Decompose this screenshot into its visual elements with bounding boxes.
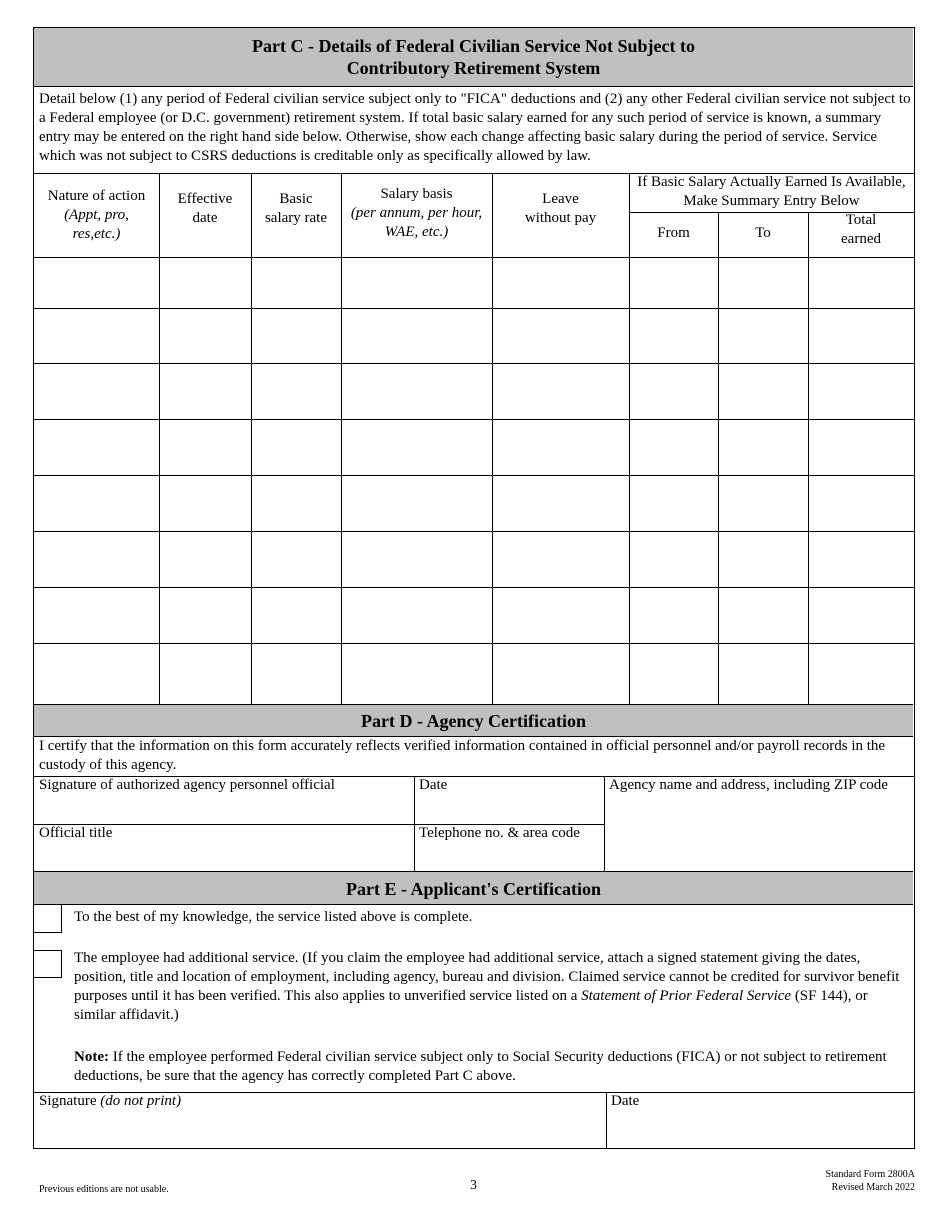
basic-salary-rate-cell[interactable] [252, 532, 340, 586]
telephone-label: Telephone no. & area code [419, 825, 580, 841]
nature-of-action-cell[interactable] [35, 588, 158, 642]
revised-date: Revised March 2022 [831, 1182, 915, 1193]
part-e-note [74, 1048, 904, 1086]
total-label: Total earned [841, 212, 881, 247]
total-earned-cell[interactable] [809, 420, 913, 474]
part-c-title-line2: Contributory Retirement System [346, 58, 601, 78]
col-effective-date [159, 190, 251, 228]
col-total-earned [808, 211, 914, 249]
from-cell[interactable] [630, 420, 717, 474]
salary-basis-cell[interactable] [342, 532, 491, 586]
basic-salary-rate-cell[interactable] [252, 588, 340, 642]
leave-without-pay-cell[interactable] [493, 532, 628, 586]
col-basic-salary-rate [251, 190, 341, 228]
basic-salary-rate-cell[interactable] [252, 258, 340, 307]
to-cell[interactable] [719, 476, 807, 530]
form-page [33, 27, 915, 1149]
total-earned-cell[interactable] [809, 644, 913, 702]
applicant-signature-field[interactable] [39, 1092, 599, 1147]
leave-without-pay-cell[interactable] [493, 309, 628, 362]
part-d-date-field[interactable] [419, 776, 599, 822]
previous-editions-note: Previous editions are not usable. [39, 1184, 169, 1195]
agency-address-field[interactable] [609, 776, 911, 870]
to-cell[interactable] [719, 364, 807, 418]
nature-label: Nature of action [47, 188, 146, 204]
page-number: 3 [470, 1178, 477, 1193]
official-title-field[interactable] [39, 824, 409, 870]
salary-basis-cell[interactable] [342, 258, 491, 307]
from-cell[interactable] [630, 309, 717, 362]
agency-address-label: Agency name and address, including ZIP code [609, 777, 888, 793]
applicant-signature-hint: (do not print) [100, 1093, 182, 1109]
leave-without-pay-cell[interactable] [493, 258, 628, 307]
nature-of-action-cell[interactable] [35, 644, 158, 702]
service-complete-checkbox[interactable] [34, 905, 62, 933]
note-label: Note: [74, 1049, 109, 1065]
basic-salary-rate-cell[interactable] [252, 420, 340, 474]
part-c-header [34, 28, 913, 87]
form-identifier [826, 1168, 915, 1194]
salary-basis-cell[interactable] [342, 476, 491, 530]
effective-date-cell[interactable] [160, 644, 250, 702]
additional-service-checkbox[interactable] [34, 950, 62, 978]
total-earned-cell[interactable] [809, 364, 913, 418]
to-cell[interactable] [719, 588, 807, 642]
part-d-header [34, 704, 913, 737]
total-earned-cell[interactable] [809, 476, 913, 530]
nature-of-action-cell[interactable] [35, 532, 158, 586]
from-cell[interactable] [630, 532, 717, 586]
col-summary-header [629, 173, 914, 211]
summary-header-text: If Basic Salary Actually Earned Is Available, Make Summary Entry Below [637, 174, 906, 209]
basic-salary-rate-cell[interactable] [252, 364, 340, 418]
col-from: From [657, 225, 690, 241]
effective-date-cell[interactable] [160, 476, 250, 530]
from-cell[interactable] [630, 644, 717, 702]
telephone-field[interactable] [419, 824, 599, 870]
total-earned-cell[interactable] [809, 258, 913, 307]
leave-without-pay-cell[interactable] [493, 588, 628, 642]
col-leave-without-pay [492, 190, 629, 228]
additional-service-text [74, 949, 904, 1025]
effective-date-cell[interactable] [160, 364, 250, 418]
applicant-signature-label: Signature [39, 1093, 97, 1109]
total-earned-cell[interactable] [809, 309, 913, 362]
nature-of-action-cell[interactable] [35, 420, 158, 474]
total-earned-cell[interactable] [809, 588, 913, 642]
from-cell[interactable] [630, 258, 717, 307]
effective-date-cell[interactable] [160, 532, 250, 586]
basic-salary-rate-cell[interactable] [252, 644, 340, 702]
additional-service-text-a: The employee had additional service. (If you claim the employee had additional service, attach a signed statement giving the dates, position, title and location of employment, including agency, bureau and division. Claimed service cannot be credited for survivor benefit purposes until it has been verified. This also applies to unverified service listed on a [74, 950, 900, 1004]
service-complete-text: To the best of my knowledge, the service listed above is complete. [74, 909, 473, 925]
note-text: If the employee performed Federal civilian service subject only to Social Security deductions (FICA) or not subject to retirement deductions, be sure that the agency has correctly completed Part C above. [74, 1049, 887, 1084]
from-cell[interactable] [630, 476, 717, 530]
basic-salary-rate-cell[interactable] [252, 309, 340, 362]
effective-date-cell[interactable] [160, 420, 250, 474]
effective-label: Effective date [177, 191, 233, 226]
part-c-instructions: Detail below (1) any period of Federal civilian service subject only to "FICA" deductions and (2) any other Federal civilian service not subject to a Federal employee (or D.C. government) retirement system. If total basic salary earned for any such period of service is known, a summary entry may be entered on the right hand side below. Otherwise, show each change affecting basic salary during the period of service. Service which was not subject to CSRS deductions is creditable only as specifically allowed by law. [39, 91, 911, 164]
part-d-date-label: Date [419, 777, 448, 793]
salary-basis-cell[interactable] [342, 309, 491, 362]
basic-salary-rate-cell[interactable] [252, 476, 340, 530]
form-number: Standard Form 2800A [825, 1169, 915, 1180]
leave-without-pay-cell[interactable] [493, 364, 628, 418]
salary-basis-cell[interactable] [342, 644, 491, 702]
part-d-title: Part D - Agency Certification [361, 711, 586, 731]
leave-without-pay-cell[interactable] [493, 420, 628, 474]
col-salary-basis [341, 185, 492, 242]
additional-service-text-b: (SF 144), or similar affidavit.) [74, 988, 868, 1023]
leave-label: Leave without pay [524, 191, 597, 226]
effective-date-cell[interactable] [160, 258, 250, 307]
salary-basis-hint: (per annum, per hour, WAE, etc.) [350, 205, 483, 240]
nature-of-action-cell[interactable] [35, 476, 158, 530]
col-to: To [755, 225, 771, 241]
part-e-title: Part E - Applicant's Certification [346, 879, 601, 899]
col-nature-of-action [34, 187, 159, 244]
salary-basis-label: Salary basis [380, 186, 453, 202]
from-cell[interactable] [630, 588, 717, 642]
official-title-label: Official title [39, 825, 113, 841]
to-cell[interactable] [719, 309, 807, 362]
agency-signature-field[interactable] [39, 776, 409, 822]
to-cell[interactable] [719, 644, 807, 702]
nature-of-action-cell[interactable] [35, 309, 158, 362]
salary-basis-cell[interactable] [342, 364, 491, 418]
effective-date-cell[interactable] [160, 309, 250, 362]
nature-hint: (Appt, pro, res,etc.) [64, 207, 129, 242]
leave-without-pay-cell[interactable] [493, 644, 628, 702]
total-earned-cell[interactable] [809, 532, 913, 586]
part-d-certify-text: I certify that the information on this form accurately reflects verified information contained in official personnel and/or payroll records in the custody of this agency. [39, 738, 886, 773]
sf144-title: Statement of Prior Federal Service [581, 988, 792, 1004]
nature-of-action-cell[interactable] [35, 364, 158, 418]
applicant-date-field[interactable] [611, 1092, 911, 1147]
to-cell[interactable] [719, 532, 807, 586]
salary-basis-cell[interactable] [342, 420, 491, 474]
salary-basis-cell[interactable] [342, 588, 491, 642]
part-e-header [34, 871, 913, 905]
agency-signature-label: Signature of authorized agency personnel official [39, 777, 335, 793]
nature-of-action-cell[interactable] [35, 258, 158, 307]
applicant-date-label: Date [611, 1093, 640, 1109]
to-cell[interactable] [719, 258, 807, 307]
to-cell[interactable] [719, 420, 807, 474]
from-cell[interactable] [630, 364, 717, 418]
part-c-title-line1: Part C - Details of Federal Civilian Service Not Subject to [252, 36, 695, 56]
basic-label: Basic salary rate [264, 191, 328, 226]
leave-without-pay-cell[interactable] [493, 476, 628, 530]
effective-date-cell[interactable] [160, 588, 250, 642]
